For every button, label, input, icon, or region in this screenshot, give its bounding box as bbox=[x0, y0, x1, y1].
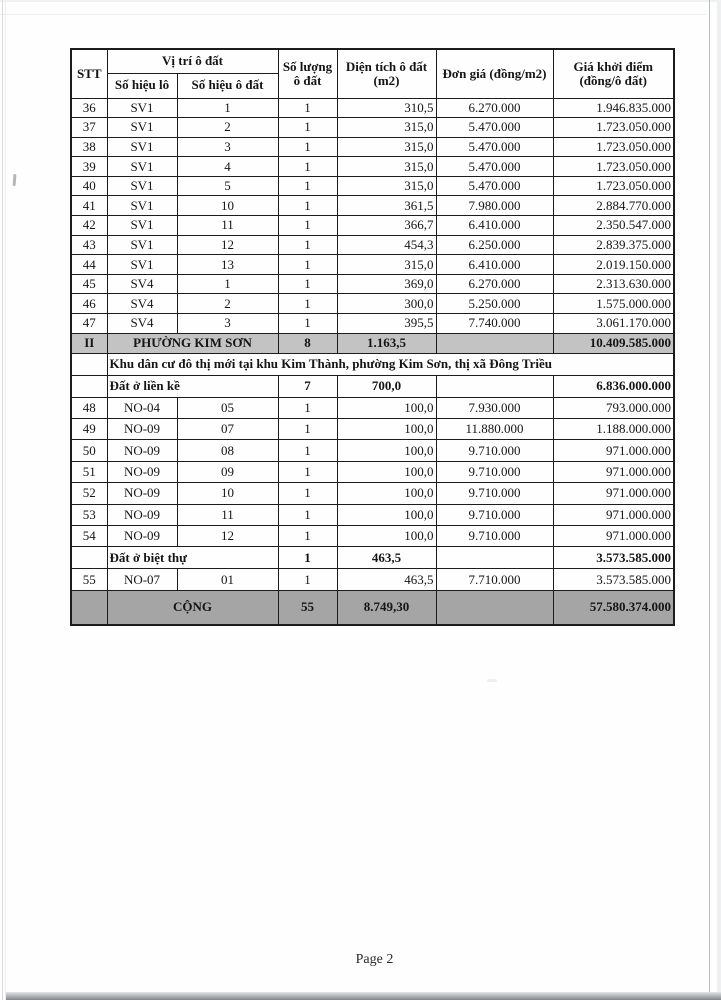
table-row bbox=[71, 196, 674, 216]
table-row bbox=[71, 137, 674, 157]
cell-area-header-label: Khu dân cư đô thị mới tại khu Kim Thành, phường Kim Sơn, thị xã Đông Triều bbox=[107, 353, 674, 375]
cell-start-price: 971.000.000 bbox=[553, 504, 674, 525]
cell-stt: 44 bbox=[71, 255, 107, 275]
page-edge-right-outer bbox=[717, 0, 721, 1000]
cell-qty: 1 bbox=[278, 196, 337, 216]
cell-qty: 1 bbox=[278, 137, 337, 157]
cell-lot: SV1 bbox=[107, 196, 177, 216]
cell-area: 395,5 bbox=[337, 314, 436, 334]
cell-area: 100,0 bbox=[337, 483, 436, 504]
cell-plot: 3 bbox=[177, 314, 278, 334]
cell-qty: 1 bbox=[278, 440, 337, 461]
header-unit-price: Đơn giá (đồng/m2) bbox=[436, 49, 553, 98]
cell-area: 100,0 bbox=[337, 419, 436, 440]
cell-qty: 1 bbox=[278, 118, 337, 138]
scan-smudge-artifact bbox=[487, 679, 497, 682]
cell-plot: 07 bbox=[177, 419, 278, 440]
cell-plot: 5 bbox=[177, 176, 278, 196]
cell-area: 8.749,30 bbox=[337, 590, 436, 625]
table-row bbox=[71, 235, 674, 255]
cell-unit-price: 7.740.000 bbox=[436, 314, 553, 334]
cell-stt: 47 bbox=[71, 314, 107, 334]
cell-stt: 49 bbox=[71, 419, 107, 440]
cell-lot: NO-09 bbox=[107, 504, 177, 525]
cell-qty: 1 bbox=[278, 525, 337, 546]
cell-area: 315,0 bbox=[337, 137, 436, 157]
cell-qty: 1 bbox=[278, 274, 337, 294]
cell-stt: 40 bbox=[71, 176, 107, 196]
cell-qty: 1 bbox=[278, 547, 337, 569]
cell-plot: 10 bbox=[177, 483, 278, 504]
scan-smudge-artifact bbox=[13, 174, 17, 186]
cell-start-price: 2.313.630.000 bbox=[553, 274, 674, 294]
header-area: Diện tích ô đất (m2) bbox=[337, 49, 436, 98]
cell-area: 700,0 bbox=[337, 375, 436, 397]
table-row bbox=[71, 176, 674, 196]
cell-qty: 1 bbox=[278, 157, 337, 177]
cell-unit-price: 9.710.000 bbox=[436, 461, 553, 482]
header-stt: STT bbox=[71, 49, 107, 98]
cell-area: 100,0 bbox=[337, 440, 436, 461]
cell-start-price: 3.573.585.000 bbox=[553, 547, 674, 569]
cell-start-price: 2.019.150.000 bbox=[553, 255, 674, 275]
cell-area: 100,0 bbox=[337, 461, 436, 482]
cell-lot: NO-04 bbox=[107, 397, 177, 418]
cell-qty: 1 bbox=[278, 569, 337, 590]
table-row bbox=[71, 353, 674, 375]
cell-area: 315,0 bbox=[337, 118, 436, 138]
cell-stt: II bbox=[71, 333, 107, 353]
cell-stt bbox=[71, 547, 107, 569]
table-row bbox=[71, 590, 674, 625]
cell-lot: NO-09 bbox=[107, 461, 177, 482]
cell-start-price: 971.000.000 bbox=[553, 525, 674, 546]
cell-lot: SV1 bbox=[107, 118, 177, 138]
cell-qty: 55 bbox=[278, 590, 337, 625]
cell-stt: 50 bbox=[71, 440, 107, 461]
page-edge-top bbox=[0, 0, 721, 2]
cell-area: 369,0 bbox=[337, 274, 436, 294]
cell-start-price: 1.723.050.000 bbox=[553, 176, 674, 196]
cell-area: 454,3 bbox=[337, 235, 436, 255]
cell-start-price: 2.884.770.000 bbox=[553, 196, 674, 216]
cell-start-price: 2.350.547.000 bbox=[553, 216, 674, 236]
cell-plot: 11 bbox=[177, 216, 278, 236]
cell-qty: 1 bbox=[278, 176, 337, 196]
cell-start-price: 57.580.374.000 bbox=[553, 590, 674, 625]
table-row bbox=[71, 333, 674, 353]
cell-area: 366,7 bbox=[337, 216, 436, 236]
page-edge-left-inner bbox=[5, 0, 6, 1000]
land-price-table bbox=[70, 48, 675, 626]
cell-unit-price: 7.980.000 bbox=[436, 196, 553, 216]
cell-start-price: 971.000.000 bbox=[553, 483, 674, 504]
cell-lot: SV4 bbox=[107, 314, 177, 334]
cell-plot: 11 bbox=[177, 504, 278, 525]
cell-stt: 52 bbox=[71, 483, 107, 504]
cell-area: 100,0 bbox=[337, 525, 436, 546]
cell-area: 315,0 bbox=[337, 157, 436, 177]
cell-unit-price: 5.470.000 bbox=[436, 176, 553, 196]
cell-start-price: 793.000.000 bbox=[553, 397, 674, 418]
cell-stt: 38 bbox=[71, 137, 107, 157]
cell-start-price: 3.573.585.000 bbox=[553, 569, 674, 590]
table-row bbox=[71, 440, 674, 461]
header-location: Vị trí ô đất bbox=[107, 49, 278, 73]
cell-lot: SV1 bbox=[107, 255, 177, 275]
cell-qty: 1 bbox=[278, 255, 337, 275]
cell-unit-price: 9.710.000 bbox=[436, 525, 553, 546]
cell-lot: SV1 bbox=[107, 157, 177, 177]
cell-plot: 4 bbox=[177, 157, 278, 177]
cell-qty: 1 bbox=[278, 419, 337, 440]
cell-unit-price: 5.470.000 bbox=[436, 157, 553, 177]
cell-plot: 01 bbox=[177, 569, 278, 590]
page-edge-right bbox=[709, 0, 710, 1000]
cell-start-price: 2.839.375.000 bbox=[553, 235, 674, 255]
cell-unit-price: 7.710.000 bbox=[436, 569, 553, 590]
table-row bbox=[71, 547, 674, 569]
table-row bbox=[71, 483, 674, 504]
cell-stt: 42 bbox=[71, 216, 107, 236]
table-row bbox=[71, 118, 674, 138]
cell-qty: 1 bbox=[278, 504, 337, 525]
cell-unit-price: 6.270.000 bbox=[436, 98, 553, 118]
cell-qty: 8 bbox=[278, 333, 337, 353]
cell-qty: 1 bbox=[278, 397, 337, 418]
cell-start-price: 6.836.000.000 bbox=[553, 375, 674, 397]
cell-stt: 53 bbox=[71, 504, 107, 525]
cell-unit-price bbox=[436, 590, 553, 625]
cell-start-price: 3.061.170.000 bbox=[553, 314, 674, 334]
table-row bbox=[71, 375, 674, 397]
cell-unit-price: 9.710.000 bbox=[436, 504, 553, 525]
cell-stt: 54 bbox=[71, 525, 107, 546]
table-row bbox=[71, 314, 674, 334]
cell-stt bbox=[71, 353, 107, 375]
table-row bbox=[71, 525, 674, 546]
page-number: Page 2 bbox=[355, 952, 394, 967]
cell-unit-price bbox=[436, 547, 553, 569]
table-row bbox=[71, 294, 674, 314]
cell-unit-price: 6.410.000 bbox=[436, 255, 553, 275]
cell-lot: NO-09 bbox=[107, 419, 177, 440]
table-row bbox=[71, 274, 674, 294]
cell-area: 310,5 bbox=[337, 98, 436, 118]
cell-unit-price bbox=[436, 333, 553, 353]
cell-lot: SV1 bbox=[107, 235, 177, 255]
cell-plot: 13 bbox=[177, 255, 278, 275]
cell-qty: 1 bbox=[278, 314, 337, 334]
cell-lot: NO-09 bbox=[107, 483, 177, 504]
cell-plot: 05 bbox=[177, 397, 278, 418]
cell-stt: 43 bbox=[71, 235, 107, 255]
cell-lot: SV1 bbox=[107, 98, 177, 118]
cell-stt: 51 bbox=[71, 461, 107, 482]
table-row bbox=[71, 255, 674, 275]
cell-stt bbox=[71, 375, 107, 397]
cell-plot: 1 bbox=[177, 274, 278, 294]
cell-section-label: Đất ở biệt thự bbox=[107, 547, 278, 569]
cell-stt: 45 bbox=[71, 274, 107, 294]
cell-plot: 12 bbox=[177, 235, 278, 255]
table-row bbox=[71, 419, 674, 440]
cell-lot: SV1 bbox=[107, 176, 177, 196]
cell-qty: 1 bbox=[278, 98, 337, 118]
cell-plot: 09 bbox=[177, 461, 278, 482]
cell-qty: 1 bbox=[278, 216, 337, 236]
scan-line-artifact bbox=[0, 14, 706, 15]
cell-plot: 3 bbox=[177, 137, 278, 157]
cell-unit-price: 6.410.000 bbox=[436, 216, 553, 236]
cell-start-price: 1.723.050.000 bbox=[553, 137, 674, 157]
cell-unit-price: 6.270.000 bbox=[436, 274, 553, 294]
cell-area: 463,5 bbox=[337, 569, 436, 590]
table-row bbox=[71, 569, 674, 590]
cell-lot: SV4 bbox=[107, 274, 177, 294]
cell-unit-price: 9.710.000 bbox=[436, 440, 553, 461]
cell-lot: NO-07 bbox=[107, 569, 177, 590]
table-row bbox=[71, 216, 674, 236]
header-row-1 bbox=[71, 49, 674, 73]
cell-qty: 1 bbox=[278, 461, 337, 482]
cell-lot: SV1 bbox=[107, 216, 177, 236]
table-row bbox=[71, 461, 674, 482]
cell-lot: NO-09 bbox=[107, 440, 177, 461]
cell-start-price: 10.409.585.000 bbox=[553, 333, 674, 353]
cell-unit-price: 5.470.000 bbox=[436, 118, 553, 138]
cell-qty: 1 bbox=[278, 235, 337, 255]
page-edge-bottom bbox=[6, 992, 721, 1000]
cell-unit-price: 6.250.000 bbox=[436, 235, 553, 255]
header-plot: Số hiệu ô đất bbox=[177, 73, 278, 98]
cell-section-label: CỘNG bbox=[107, 590, 278, 625]
cell-area: 100,0 bbox=[337, 504, 436, 525]
cell-start-price: 1.723.050.000 bbox=[553, 118, 674, 138]
cell-start-price: 1.575.000.000 bbox=[553, 294, 674, 314]
cell-plot: 08 bbox=[177, 440, 278, 461]
cell-lot: NO-09 bbox=[107, 525, 177, 546]
cell-start-price: 971.000.000 bbox=[553, 440, 674, 461]
header-lot: Số hiệu lô bbox=[107, 73, 177, 98]
cell-stt: 55 bbox=[71, 569, 107, 590]
cell-area: 300,0 bbox=[337, 294, 436, 314]
cell-unit-price: 5.250.000 bbox=[436, 294, 553, 314]
table-body bbox=[71, 98, 674, 625]
table-row bbox=[71, 157, 674, 177]
cell-plot: 2 bbox=[177, 294, 278, 314]
table-header bbox=[71, 49, 674, 98]
page-edge-left bbox=[2, 0, 3, 1000]
cell-area: 315,0 bbox=[337, 255, 436, 275]
cell-area: 1.163,5 bbox=[337, 333, 436, 353]
cell-area: 100,0 bbox=[337, 397, 436, 418]
cell-plot: 10 bbox=[177, 196, 278, 216]
cell-stt: 46 bbox=[71, 294, 107, 314]
header-start-price: Giá khởi điểm (đồng/ô đất) bbox=[553, 49, 674, 98]
cell-area: 463,5 bbox=[337, 547, 436, 569]
cell-start-price: 1.723.050.000 bbox=[553, 157, 674, 177]
table-row bbox=[71, 504, 674, 525]
table-row bbox=[71, 397, 674, 418]
cell-stt: 41 bbox=[71, 196, 107, 216]
cell-unit-price bbox=[436, 375, 553, 397]
cell-start-price: 1.946.835.000 bbox=[553, 98, 674, 118]
cell-plot: 1 bbox=[177, 98, 278, 118]
cell-area: 361,5 bbox=[337, 196, 436, 216]
cell-plot: 12 bbox=[177, 525, 278, 546]
cell-qty: 7 bbox=[278, 375, 337, 397]
header-quantity: Số lượng ô đất bbox=[278, 49, 337, 98]
cell-lot: SV1 bbox=[107, 137, 177, 157]
cell-unit-price: 5.470.000 bbox=[436, 137, 553, 157]
cell-stt: 39 bbox=[71, 157, 107, 177]
cell-stt bbox=[71, 590, 107, 625]
cell-lot: SV4 bbox=[107, 294, 177, 314]
cell-stt: 36 bbox=[71, 98, 107, 118]
cell-unit-price: 7.930.000 bbox=[436, 397, 553, 418]
cell-plot: 2 bbox=[177, 118, 278, 138]
cell-unit-price: 11.880.000 bbox=[436, 419, 553, 440]
cell-start-price: 1.188.000.000 bbox=[553, 419, 674, 440]
cell-stt: 48 bbox=[71, 397, 107, 418]
cell-section-label: PHƯỜNG KIM SƠN bbox=[107, 333, 278, 353]
cell-area: 315,0 bbox=[337, 176, 436, 196]
cell-stt: 37 bbox=[71, 118, 107, 138]
cell-start-price: 971.000.000 bbox=[553, 461, 674, 482]
cell-qty: 1 bbox=[278, 294, 337, 314]
cell-section-label: Đất ở liền kề bbox=[107, 375, 278, 397]
cell-unit-price: 9.710.000 bbox=[436, 483, 553, 504]
table-row bbox=[71, 98, 674, 118]
cell-qty: 1 bbox=[278, 483, 337, 504]
